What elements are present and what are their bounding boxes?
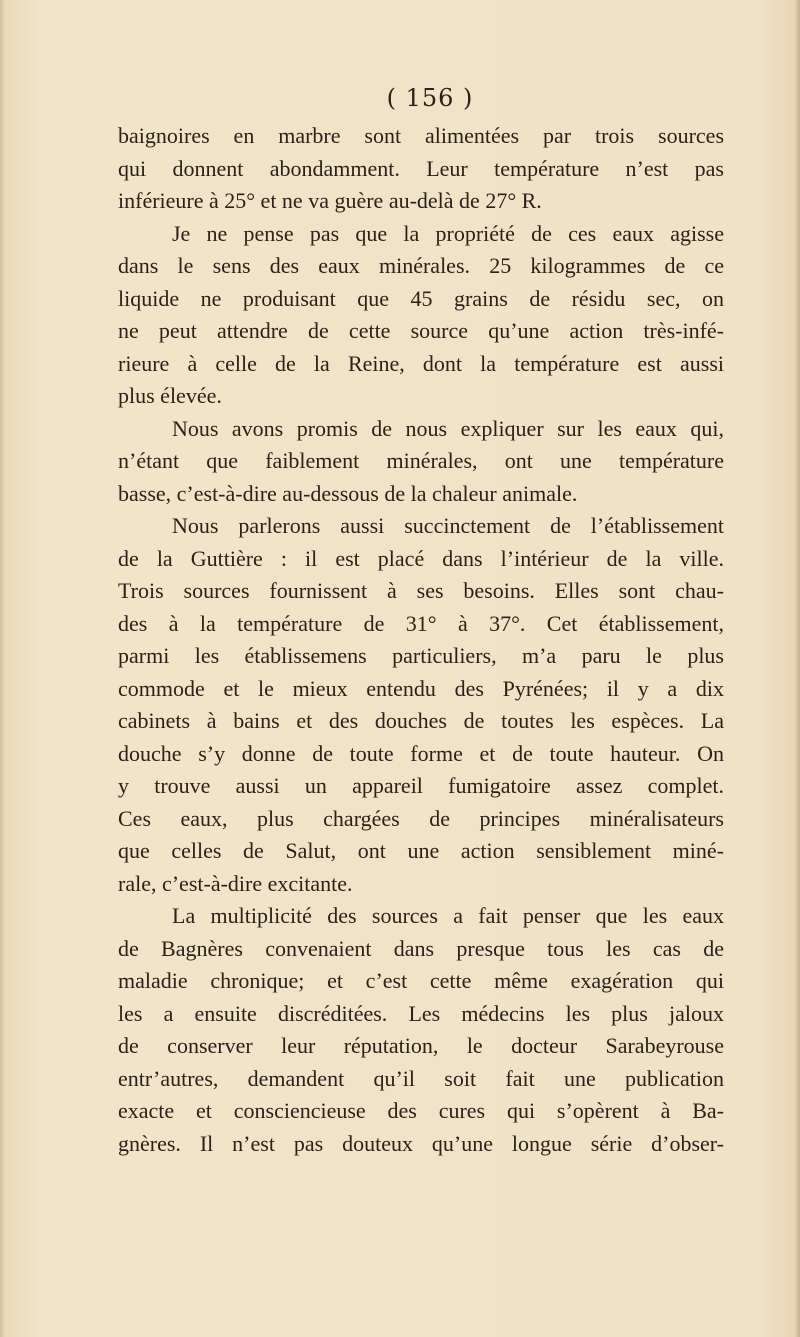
- page-left-edge: [0, 0, 5, 1337]
- text-line: les a ensuite discréditées. Les médecins les plus jaloux: [118, 1000, 724, 1026]
- text-line: entr’autres, demandent qu’il soit fait une publication: [118, 1065, 724, 1091]
- text-line: qui donnent abondamment. Leur température n’est pas: [118, 155, 724, 181]
- text-line: exacte et consciencieuse des cures qui s’opèrent à Ba-: [118, 1098, 724, 1123]
- text-line: La multiplicité des sources a fait penser que les eaux: [172, 903, 724, 928]
- text-line: dans le sens des eaux minérales. 25 kilogrammes de ce: [118, 253, 724, 278]
- text-line: de Bagnères convenaient dans presque tous les cas de: [118, 935, 724, 961]
- text-line: liquide ne produisant que 45 grains de résidu sec, on: [118, 285, 724, 311]
- text-line: gnères. Il n’est pas douteux qu’une longue série d’obser-: [118, 1130, 724, 1156]
- text-line: de conserver leur réputation, le docteur Sarabeyrouse: [118, 1033, 724, 1058]
- text-line: plus élevée.: [118, 383, 222, 408]
- text-line: Je ne pense pas que la propriété de ces eaux agisse: [172, 220, 724, 246]
- text-line: parmi les établissemens particuliers, m’a paru le plus: [118, 643, 724, 668]
- text-line: douche s’y donne de toute forme et de toute hauteur. On: [118, 740, 724, 766]
- text-line: ne peut attendre de cette source qu’une action très-infé-: [118, 318, 724, 343]
- page-number: ( 156 ): [386, 84, 474, 112]
- text-line: de la Guttière : il est placé dans l’intérieur de la ville.: [118, 545, 724, 571]
- text-line: Ces eaux, plus chargées de principes minéralisateurs: [118, 805, 724, 831]
- text-line: cabinets à bains et des douches de toutes les espèces. La: [118, 708, 724, 733]
- text-line: Nous avons promis de nous expliquer sur les eaux qui,: [172, 415, 724, 441]
- text-line: basse, c’est-à-dire au-dessous de la chaleur animale.: [118, 480, 578, 506]
- text-line: inférieure à 25° et ne va guère au-delà de 27° R.: [118, 188, 542, 213]
- text-line: des à la température de 31° à 37°. Cet établissement,: [118, 610, 724, 636]
- text-line: baignoires en marbre sont alimentées par trois sources: [118, 123, 724, 148]
- text-line: y trouve aussi un appareil fumigatoire assez complet.: [118, 773, 724, 798]
- text-line: Nous parlerons aussi succinctement de l’établissement: [172, 513, 724, 538]
- text-line: n’étant que faiblement minérales, ont une température: [118, 448, 724, 473]
- text-line: rieure à celle de la Reine, dont la température est aussi: [118, 350, 724, 376]
- body-text: [118, 120, 724, 1160]
- text-line: commode et le mieux entendu des Pyrénées; il y a dix: [118, 675, 724, 701]
- text-line: que celles de Salut, ont une action sensiblement miné-: [118, 838, 724, 863]
- text-line: Trois sources fournissent à ses besoins. Elles sont chau-: [118, 578, 724, 603]
- text-line: rale, c’est-à-dire excitante.: [118, 870, 353, 896]
- page-right-edge: [794, 0, 800, 1337]
- text-line: maladie chronique; et c’est cette même exagération qui: [118, 968, 724, 993]
